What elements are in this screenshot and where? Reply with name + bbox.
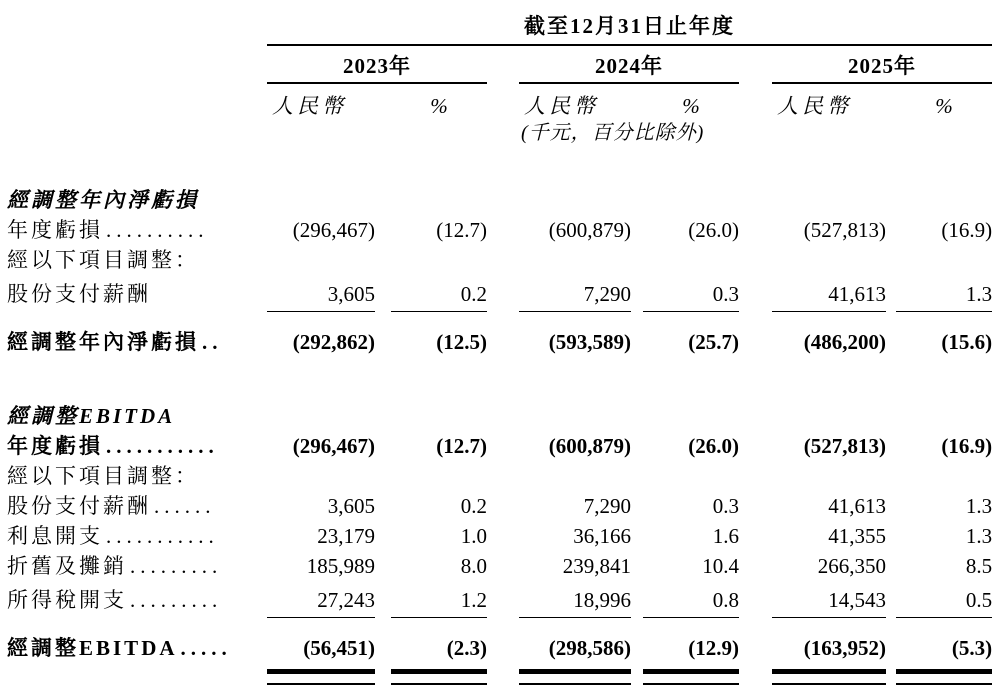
value-cell: (298,586) — [548, 635, 631, 660]
financial-table — [7, 5, 992, 687]
table-row — [7, 548, 992, 578]
value-cell: 10.4 — [702, 553, 739, 578]
row-label: 利息開支 — [7, 523, 103, 548]
column-gap — [631, 488, 643, 518]
section-title: 經調整EBITDA — [7, 403, 176, 428]
row-label-cell — [7, 428, 267, 458]
year-2024-header: 2024年 — [519, 45, 739, 83]
column-gap — [739, 578, 772, 618]
value-cell: 18,996 — [519, 578, 631, 618]
value-cell: (296,467) — [292, 433, 375, 458]
double-rule — [896, 669, 992, 685]
dot-leader: ........... — [106, 433, 219, 458]
column-gap — [375, 272, 391, 312]
double-rule — [267, 669, 375, 685]
column-gap — [631, 518, 643, 548]
column-gap — [886, 518, 896, 548]
column-gap — [631, 548, 643, 578]
value-cell: (2.3) — [446, 635, 487, 660]
column-gap — [631, 312, 643, 362]
column-gap — [375, 578, 391, 618]
value-cell: 8.5 — [965, 553, 993, 578]
double-rule-row — [7, 667, 992, 687]
row-label-cell — [7, 312, 267, 362]
value-cell: 239,841 — [562, 553, 631, 578]
column-gap — [375, 312, 391, 362]
column-gap — [487, 428, 519, 458]
percent-header: % — [935, 93, 953, 118]
value-cell: (12.5) — [436, 329, 487, 354]
column-gap — [739, 548, 772, 578]
column-gap — [631, 212, 643, 242]
column-gap — [739, 212, 772, 242]
column-gap — [739, 518, 772, 548]
value-cell: 0.3 — [643, 272, 739, 312]
section-header-row — [7, 399, 992, 428]
spacer-row — [7, 147, 992, 183]
dot-leader: ..... — [180, 635, 232, 660]
value-cell: 1.0 — [460, 523, 487, 548]
row-label-cell — [7, 242, 267, 272]
table-row — [7, 428, 992, 458]
row-label: 經以下項目調整： — [7, 463, 199, 488]
column-gap — [886, 548, 896, 578]
row-label: 股份支付薪酬 — [7, 282, 151, 307]
column-gap — [375, 83, 391, 122]
spacer — [267, 458, 992, 488]
value-cell: 41,355 — [828, 523, 886, 548]
value-cell: 1.3 — [965, 523, 993, 548]
year-2023-header: 2023年 — [267, 45, 487, 83]
double-rule-cell — [391, 667, 487, 687]
value-cell: (26.0) — [688, 433, 739, 458]
value-cell: (5.3) — [951, 635, 993, 660]
column-gap — [375, 212, 391, 242]
column-gap — [487, 488, 519, 518]
table-row — [7, 518, 992, 548]
spacer — [7, 667, 267, 687]
value-cell: (25.7) — [688, 329, 739, 354]
column-gap — [886, 212, 896, 242]
row-label: 所得稅開支 — [7, 588, 127, 613]
column-gap — [739, 272, 772, 312]
value-cell: 23,179 — [317, 523, 375, 548]
period-title: 截至12月31日止年度 — [267, 5, 992, 45]
column-gap — [375, 518, 391, 548]
value-cell: 0.2 — [391, 272, 487, 312]
column-gap — [886, 488, 896, 518]
column-gap — [886, 272, 896, 312]
table-header-row — [7, 5, 992, 45]
column-gap — [886, 667, 896, 687]
value-cell: (12.7) — [436, 217, 487, 242]
column-gap — [631, 428, 643, 458]
value-cell: (600,879) — [548, 217, 631, 242]
percent-header: % — [430, 93, 448, 118]
row-label: 折舊及攤銷 — [7, 553, 127, 578]
value-cell: 7,290 — [519, 272, 631, 312]
value-cell: (296,467) — [292, 217, 375, 242]
column-gap — [487, 578, 519, 618]
table-row — [7, 488, 992, 518]
value-cell: (486,200) — [803, 329, 886, 354]
value-cell: 0.8 — [643, 578, 739, 618]
double-rule — [519, 669, 631, 685]
column-gap — [886, 618, 896, 668]
value-cell: 1.3 — [896, 272, 992, 312]
spacer — [7, 122, 519, 147]
row-label: 年度虧損 — [7, 433, 103, 458]
dot-leader: ......... — [130, 588, 223, 613]
unit-note-row — [7, 122, 992, 147]
value-cell: (16.9) — [941, 433, 993, 458]
value-cell: (527,813) — [803, 433, 886, 458]
value-cell: (593,589) — [548, 329, 631, 354]
column-gap — [739, 428, 772, 458]
table-row — [7, 212, 992, 242]
row-label-cell — [7, 578, 267, 618]
dot-leader: ......... — [130, 553, 223, 578]
value-cell: (600,879) — [548, 433, 631, 458]
rmb-header: 人民幣 — [272, 93, 347, 118]
value-cell: 7,290 — [583, 493, 631, 518]
column-gap — [886, 83, 896, 122]
column-gap — [487, 548, 519, 578]
column-gap — [739, 83, 772, 122]
dot-leader: .......... — [106, 217, 209, 242]
dot-leader: .. — [202, 329, 223, 354]
year-header-row — [7, 45, 992, 83]
column-gap — [487, 618, 519, 668]
column-gap — [487, 45, 519, 83]
double-rule — [643, 669, 739, 685]
value-cell: 0.5 — [896, 578, 992, 618]
column-gap — [886, 578, 896, 618]
table-row — [7, 272, 992, 312]
row-label-cell — [7, 272, 267, 312]
value-cell: (292,862) — [292, 329, 375, 354]
column-gap — [739, 45, 772, 83]
spacer — [7, 45, 267, 83]
row-label: 經調整EBITDA — [7, 635, 178, 660]
value-cell: 0.3 — [712, 493, 739, 518]
percent-header: % — [682, 93, 700, 118]
column-gap — [487, 212, 519, 242]
value-cell: (12.7) — [436, 433, 487, 458]
double-rule-cell — [772, 667, 886, 687]
double-rule-cell — [643, 667, 739, 687]
row-label-cell — [7, 458, 267, 488]
subheader-row — [7, 83, 992, 122]
value-cell: 8.0 — [460, 553, 487, 578]
double-rule-cell — [896, 667, 992, 687]
row-label-cell — [7, 212, 267, 242]
column-gap — [375, 428, 391, 458]
spacer — [739, 122, 992, 147]
value-cell: (163,952) — [803, 635, 886, 660]
value-cell: (12.9) — [688, 635, 739, 660]
double-rule — [772, 669, 886, 685]
double-rule-cell — [519, 667, 631, 687]
column-gap — [375, 618, 391, 668]
year-2025-header: 2025年 — [772, 45, 992, 83]
column-gap — [375, 548, 391, 578]
section-header-row — [7, 183, 992, 212]
column-gap — [631, 83, 643, 122]
value-cell: 1.3 — [965, 493, 993, 518]
double-rule — [391, 669, 487, 685]
dot-leader: ........... — [106, 523, 219, 548]
total-row — [7, 618, 992, 668]
spacer — [267, 242, 992, 272]
spacer — [7, 5, 267, 45]
value-cell: 0.2 — [460, 493, 487, 518]
value-cell: 185,989 — [306, 553, 375, 578]
column-gap — [375, 667, 391, 687]
table-row — [7, 578, 992, 618]
value-cell: 1.6 — [712, 523, 739, 548]
value-cell: 36,166 — [573, 523, 631, 548]
row-label-cell — [7, 548, 267, 578]
unit-note: (千元，百分比除外) — [521, 122, 705, 144]
column-gap — [375, 488, 391, 518]
double-rule-cell — [267, 667, 375, 687]
value-cell: (527,813) — [803, 217, 886, 242]
rmb-header: 人民幣 — [524, 93, 599, 118]
value-cell: 3,605 — [267, 272, 375, 312]
column-gap — [487, 518, 519, 548]
row-label: 股份支付薪酬 — [7, 493, 151, 518]
value-cell: 41,613 — [828, 493, 886, 518]
row-label: 經以下項目調整： — [7, 247, 199, 272]
spacer-row — [7, 361, 992, 399]
dot-leader: ...... — [154, 493, 216, 518]
row-label-cell — [7, 488, 267, 518]
spacer — [7, 83, 267, 122]
row-label: 經調整年內淨虧損 — [7, 329, 199, 354]
column-gap — [631, 272, 643, 312]
column-gap — [487, 83, 519, 122]
column-gap — [631, 667, 643, 687]
value-cell: 14,543 — [772, 578, 886, 618]
value-cell: (16.9) — [941, 217, 993, 242]
value-cell: 1.2 — [391, 578, 487, 618]
value-cell: 266,350 — [817, 553, 886, 578]
column-gap — [631, 578, 643, 618]
total-row — [7, 312, 992, 362]
column-gap — [631, 618, 643, 668]
row-label: 年度虧損 — [7, 217, 103, 242]
column-gap — [487, 667, 519, 687]
value-cell: (56,451) — [303, 635, 375, 660]
table-row — [7, 242, 992, 272]
column-gap — [739, 667, 772, 687]
column-gap — [739, 488, 772, 518]
value-cell: 27,243 — [267, 578, 375, 618]
value-cell: 41,613 — [772, 272, 886, 312]
section-title: 經調整年內淨虧損 — [7, 187, 199, 212]
column-gap — [886, 312, 896, 362]
value-cell: (26.0) — [688, 217, 739, 242]
column-gap — [739, 618, 772, 668]
column-gap — [487, 312, 519, 362]
table-row — [7, 458, 992, 488]
value-cell: 3,605 — [327, 493, 375, 518]
column-gap — [739, 312, 772, 362]
row-label-cell — [7, 618, 267, 668]
rmb-header: 人民幣 — [777, 93, 852, 118]
column-gap — [886, 428, 896, 458]
row-label-cell — [7, 518, 267, 548]
value-cell: (15.6) — [941, 329, 993, 354]
column-gap — [487, 272, 519, 312]
